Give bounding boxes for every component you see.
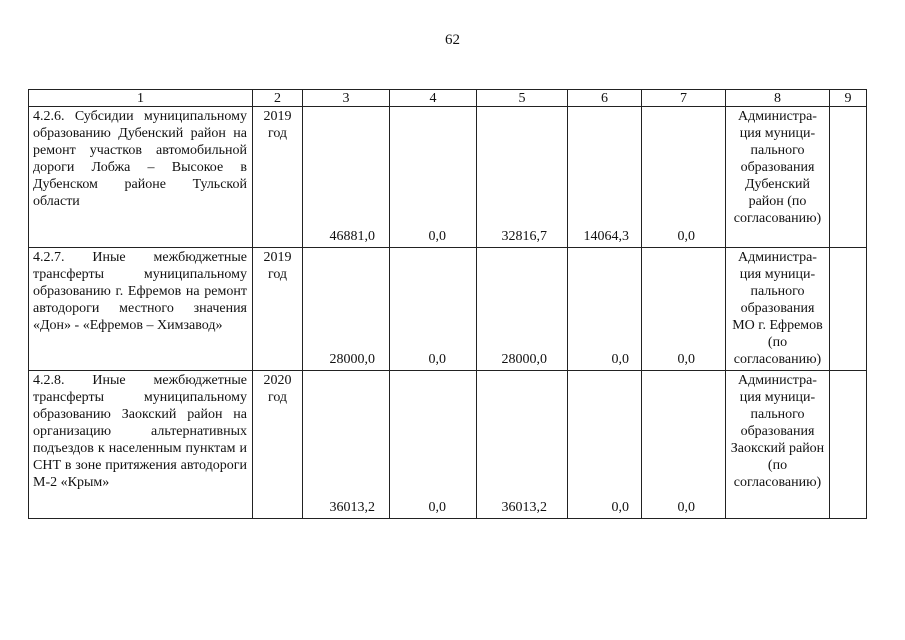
column-header-1: 1 — [29, 90, 253, 107]
row-year: 2019 год — [253, 248, 303, 371]
row-year: 2019 год — [253, 107, 303, 248]
header-row — [29, 90, 867, 107]
column-header-3: 3 — [303, 90, 390, 107]
cell-col5: 28000,0 — [477, 248, 568, 371]
cell-col6: 0,0 — [568, 248, 642, 371]
cell-col5: 32816,7 — [477, 107, 568, 248]
row-year: 2020 год — [253, 371, 303, 519]
column-header-5: 5 — [477, 90, 568, 107]
cell-col7: 0,0 — [642, 107, 726, 248]
cell-total: 36013,2 — [303, 371, 390, 519]
table-row — [29, 371, 867, 519]
cell-total: 46881,0 — [303, 107, 390, 248]
page-number: 62 — [445, 32, 460, 48]
column-header-8: 8 — [726, 90, 830, 107]
row-description: 4.2.7. Иные межбюджетные трансферты муниципальному образованию г. Ефремов на ремонт автодороги местного значения «Дон» - «Ефремов – Химзавод» — [29, 248, 253, 371]
cell-col7: 0,0 — [642, 248, 726, 371]
cell-responsible: Администра-ция муници-пального образования Заокский район (по согласованию) — [726, 371, 830, 519]
cell-col4: 0,0 — [390, 107, 477, 248]
cell-responsible: Администра-ция муници-пального образования Дубенский район (по согласованию) — [726, 107, 830, 248]
cell-col7: 0,0 — [642, 371, 726, 519]
cell-col5: 36013,2 — [477, 371, 568, 519]
cell-col9 — [830, 371, 867, 519]
table-row — [29, 248, 867, 371]
cell-col6: 0,0 — [568, 371, 642, 519]
cell-col9 — [830, 107, 867, 248]
cell-col4: 0,0 — [390, 371, 477, 519]
column-header-2: 2 — [253, 90, 303, 107]
column-header-9: 9 — [830, 90, 867, 107]
cell-col9 — [830, 248, 867, 371]
column-header-4: 4 — [390, 90, 477, 107]
cell-col4: 0,0 — [390, 248, 477, 371]
row-description: 4.2.8. Иные межбюджетные трансферты муниципальному образованию Заокский район на организацию альтернативных подъездов к населенным пунктам и СНТ в зоне притяжения автодороги М-2 «Крым» — [29, 371, 253, 519]
data-table — [28, 89, 867, 519]
cell-responsible: Администра-ция муници-пального образования МО г. Ефремов (по согласованию) — [726, 248, 830, 371]
column-header-7: 7 — [642, 90, 726, 107]
column-header-6: 6 — [568, 90, 642, 107]
cell-total: 28000,0 — [303, 248, 390, 371]
cell-col6: 14064,3 — [568, 107, 642, 248]
row-description: 4.2.6. Субсидии муниципальному образованию Дубенский район на ремонт участков автомобильной дороги Лобжа – Высокое в Дубенском районе Тульской области — [29, 107, 253, 248]
table-row — [29, 107, 867, 248]
